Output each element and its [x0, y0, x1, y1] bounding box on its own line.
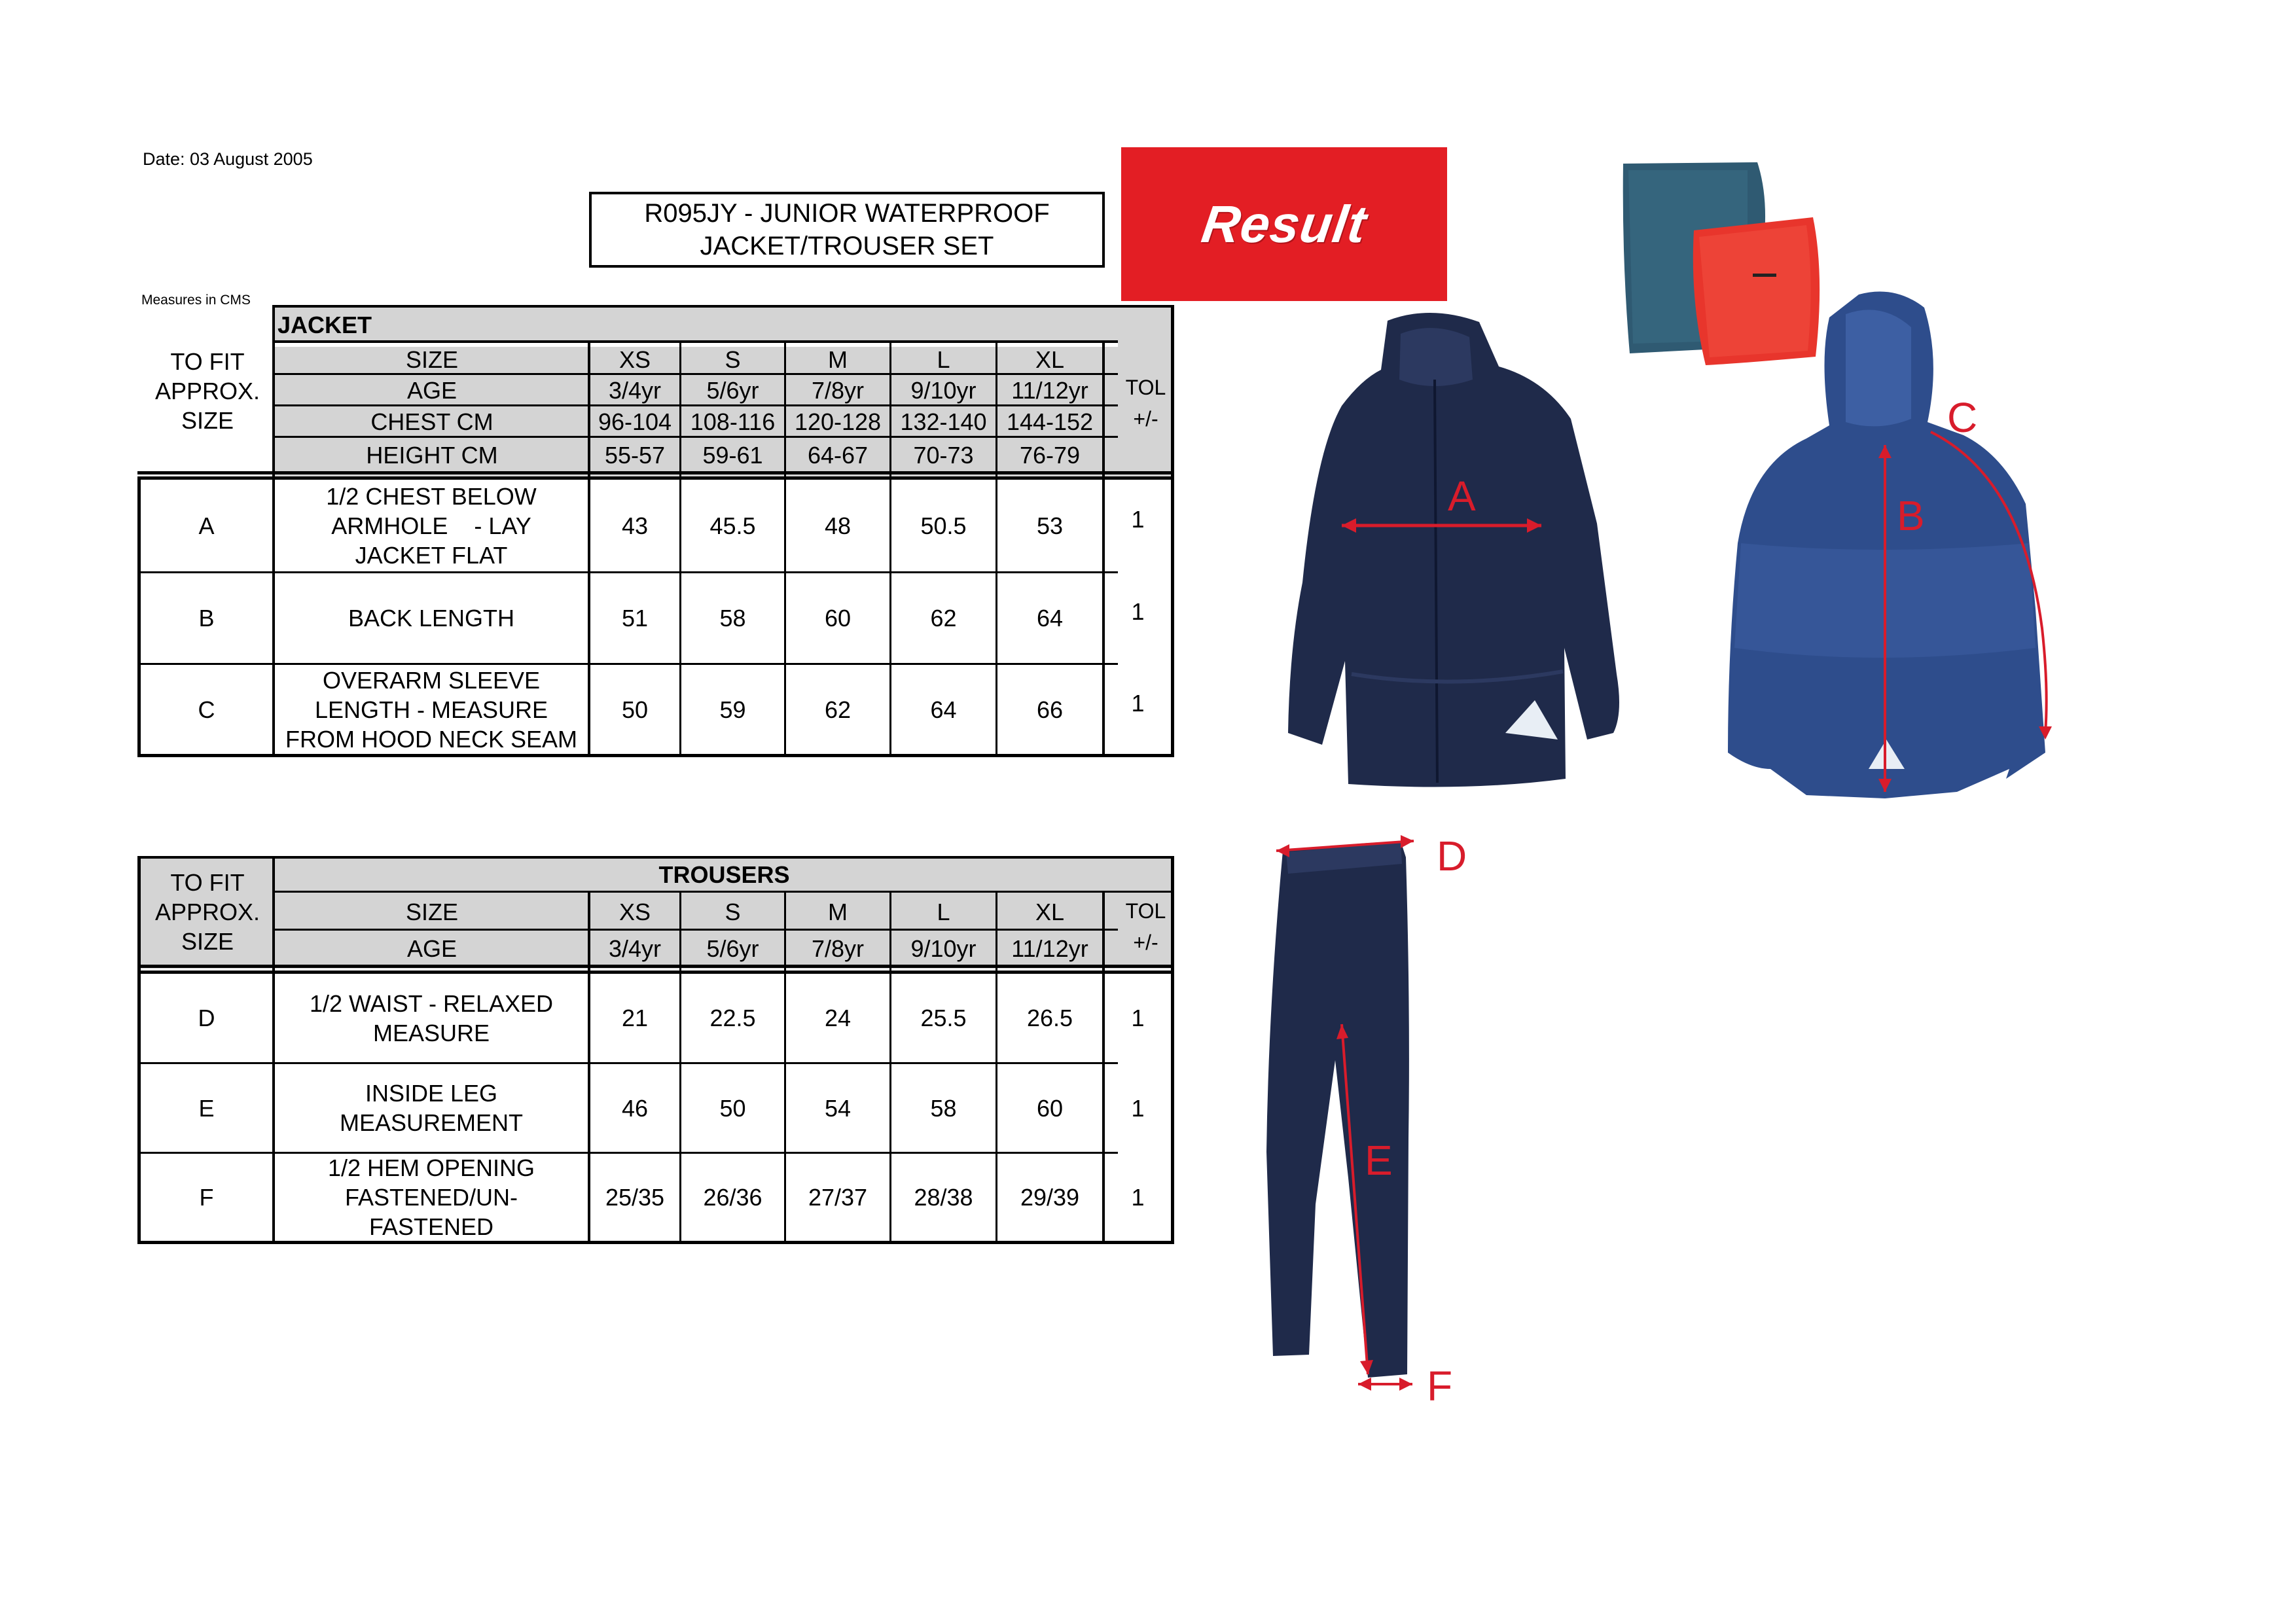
- fit-label-line: APPROX.: [154, 378, 260, 404]
- jacket-chest-cell: 120-128: [794, 408, 882, 435]
- jacket-value-cell: 58: [719, 605, 746, 632]
- jacket-size-cell: M: [828, 346, 848, 373]
- trousers-size-cell: L: [937, 898, 950, 925]
- jacket-row-description: [275, 573, 588, 663]
- jacket-back-image: [1715, 281, 2121, 805]
- description-line: BACK LENGTH: [348, 605, 515, 632]
- trousers-size-cell: M: [828, 898, 848, 925]
- jacket-chest-cell: 108-116: [690, 408, 776, 435]
- description-line: 1/2 HEM OPENING: [327, 1154, 535, 1181]
- jacket-tol-cell: 1: [1131, 598, 1145, 625]
- trousers-age-cell: 9/10yr: [910, 935, 977, 962]
- jacket-chest-header: CHEST CM: [370, 408, 493, 435]
- trousers-tol-cell: 1: [1131, 1094, 1145, 1122]
- document-date: Date: 03 August 2005: [143, 149, 313, 169]
- trousers-value-cell: 58: [930, 1094, 957, 1122]
- trousers-row-description: [275, 1154, 588, 1241]
- jacket-value-cell: 64: [1036, 605, 1064, 632]
- jacket-chest-cell: 144-152: [1006, 408, 1094, 435]
- description-line: ARMHOLE - LAY: [331, 512, 531, 539]
- label-a: A: [1448, 473, 1476, 520]
- trousers-row-description: [275, 974, 588, 1062]
- jacket-row-code: B: [198, 605, 215, 632]
- trousers-tol-cell: 1: [1131, 1184, 1145, 1211]
- jacket-tol-header: TOL: [1125, 376, 1166, 399]
- trousers-size-cell: S: [725, 898, 741, 925]
- label-e: E: [1365, 1137, 1393, 1184]
- jacket-value-cell: 62: [824, 696, 852, 723]
- trousers-value-cell: 46: [621, 1094, 649, 1122]
- jacket-height-cell: 70-73: [913, 441, 974, 469]
- jacket-age-cell: 7/8yr: [811, 377, 865, 404]
- jacket-value-cell: 48: [824, 512, 852, 539]
- trousers-value-cell: 26/36: [703, 1184, 762, 1211]
- description-line: FASTENED: [368, 1213, 494, 1240]
- description-line: 1/2 CHEST BELOW: [326, 482, 537, 510]
- jacket-height-cell: 59-61: [702, 441, 763, 469]
- jacket-row-code: A: [198, 512, 215, 539]
- product-title-line1: R095JY - JUNIOR WATERPROOF: [644, 199, 1050, 228]
- jacket-value-cell: 64: [930, 696, 957, 723]
- description-line: LENGTH - MEASURE: [314, 696, 548, 723]
- trousers-value-cell: 54: [824, 1094, 852, 1122]
- trousers-age-cell: 7/8yr: [811, 935, 865, 962]
- fit-label-line: SIZE: [181, 927, 234, 955]
- description-line: 1/2 WAIST - RELAXED: [309, 990, 554, 1017]
- trousers-value-cell: 25/35: [605, 1184, 665, 1211]
- trousers-fit-label: [140, 863, 275, 961]
- jacket-value-cell: 60: [824, 605, 852, 632]
- jacket-age-cell: 3/4yr: [608, 377, 662, 404]
- jacket-age-cell: 11/12yr: [1011, 377, 1088, 404]
- jacket-age-cell: 5/6yr: [706, 377, 759, 404]
- jacket-size-cell: S: [725, 346, 741, 373]
- description-line: FASTENED/UN-: [344, 1184, 518, 1211]
- label-d: D: [1437, 832, 1467, 880]
- jacket-value-cell: 59: [719, 696, 746, 723]
- trousers-value-cell: 21: [621, 1005, 649, 1031]
- description-line: FROM HOOD NECK SEAM: [285, 725, 578, 753]
- trousers-section-title: TROUSERS: [658, 861, 790, 888]
- jacket-size-cell: L: [937, 346, 950, 373]
- trousers-age-cell: 3/4yr: [608, 935, 662, 962]
- jacket-height-cell: 55-57: [604, 441, 666, 469]
- trousers-row-code: D: [198, 1005, 215, 1031]
- trousers-value-cell: 25.5: [920, 1005, 967, 1031]
- description-line: INSIDE LEG: [365, 1080, 498, 1107]
- jacket-fit-label: [140, 344, 275, 438]
- brand-logo: [1121, 147, 1447, 301]
- jacket-value-cell: 53: [1036, 512, 1064, 539]
- trousers-value-cell: 50: [719, 1094, 746, 1122]
- trousers-image: [1237, 812, 1551, 1427]
- jacket-value-cell: 50: [621, 696, 649, 723]
- jacket-value-cell: 50.5: [920, 512, 967, 539]
- trousers-age-header: AGE: [406, 935, 457, 962]
- jacket-size-cell: XS: [619, 346, 651, 373]
- trousers-value-cell: 29/39: [1020, 1184, 1080, 1211]
- description-line: JACKET FLAT: [355, 541, 508, 569]
- jacket-row-description: [275, 665, 588, 754]
- jacket-chest-cell: 96-104: [598, 408, 672, 435]
- jacket-row-code: C: [198, 696, 215, 723]
- brand-logo-text: Result: [1198, 194, 1371, 253]
- jacket-front-image: [1204, 308, 1662, 805]
- jacket-tol-unit: +/-: [1133, 407, 1158, 431]
- trousers-value-cell: 22.5: [709, 1005, 756, 1031]
- description-line: MEASUREMENT: [339, 1109, 524, 1136]
- jacket-value-cell: 51: [621, 605, 649, 632]
- jacket-value-cell: 62: [930, 605, 957, 632]
- jacket-age-cell: 9/10yr: [910, 377, 977, 404]
- trousers-tol-unit: +/-: [1133, 931, 1158, 954]
- label-c: C: [1947, 394, 1978, 441]
- fit-label-line: SIZE: [181, 407, 234, 434]
- trousers-size-cell: XL: [1035, 898, 1065, 925]
- trousers-value-cell: 27/37: [808, 1184, 868, 1211]
- jacket-value-cell: 43: [621, 512, 649, 539]
- description-line: OVERARM SLEEVE: [322, 666, 541, 694]
- fit-label-line: APPROX.: [154, 898, 260, 925]
- measures-note: Measures in CMS: [141, 293, 251, 308]
- jacket-section-title: JACKET: [278, 311, 372, 338]
- jacket-row-description: [275, 480, 588, 571]
- trousers-row-code: E: [198, 1094, 215, 1122]
- label-f: F: [1427, 1363, 1453, 1410]
- trousers-value-cell: 60: [1036, 1094, 1064, 1122]
- trousers-row-description: [275, 1064, 588, 1152]
- jacket-age-header: AGE: [406, 377, 457, 404]
- trousers-tol-header: TOL: [1125, 899, 1166, 923]
- jacket-value-cell: 45.5: [709, 512, 756, 539]
- jacket-height-cell: 76-79: [1019, 441, 1081, 469]
- trousers-age-cell: 11/12yr: [1011, 935, 1088, 962]
- trousers-row-code: F: [199, 1184, 214, 1211]
- jacket-tol-cell: 1: [1131, 505, 1145, 533]
- product-title-box: [589, 192, 1105, 268]
- trousers-size-header: SIZE: [405, 898, 458, 925]
- trousers-value-cell: 26.5: [1026, 1005, 1073, 1031]
- fit-label-line: TO FIT: [170, 348, 245, 375]
- jacket-chest-cell: 132-140: [900, 408, 987, 435]
- trousers-tol-cell: 1: [1131, 1005, 1145, 1031]
- jacket-height-cell: 64-67: [807, 441, 869, 469]
- trousers-value-cell: 28/38: [914, 1184, 973, 1211]
- product-title-line2: JACKET/TROUSER SET: [700, 232, 994, 260]
- description-line: MEASURE: [372, 1019, 490, 1046]
- fit-label-line: TO FIT: [170, 868, 245, 896]
- trousers-value-cell: 24: [824, 1005, 852, 1031]
- jacket-size-header: SIZE: [405, 346, 458, 373]
- jacket-size-cell: XL: [1035, 346, 1065, 373]
- label-b: B: [1897, 492, 1925, 539]
- jacket-value-cell: 66: [1036, 696, 1064, 723]
- jacket-tol-cell: 1: [1131, 689, 1145, 717]
- trousers-age-cell: 5/6yr: [706, 935, 759, 962]
- trousers-size-cell: XS: [619, 898, 651, 925]
- jacket-height-header: HEIGHT CM: [366, 441, 498, 469]
